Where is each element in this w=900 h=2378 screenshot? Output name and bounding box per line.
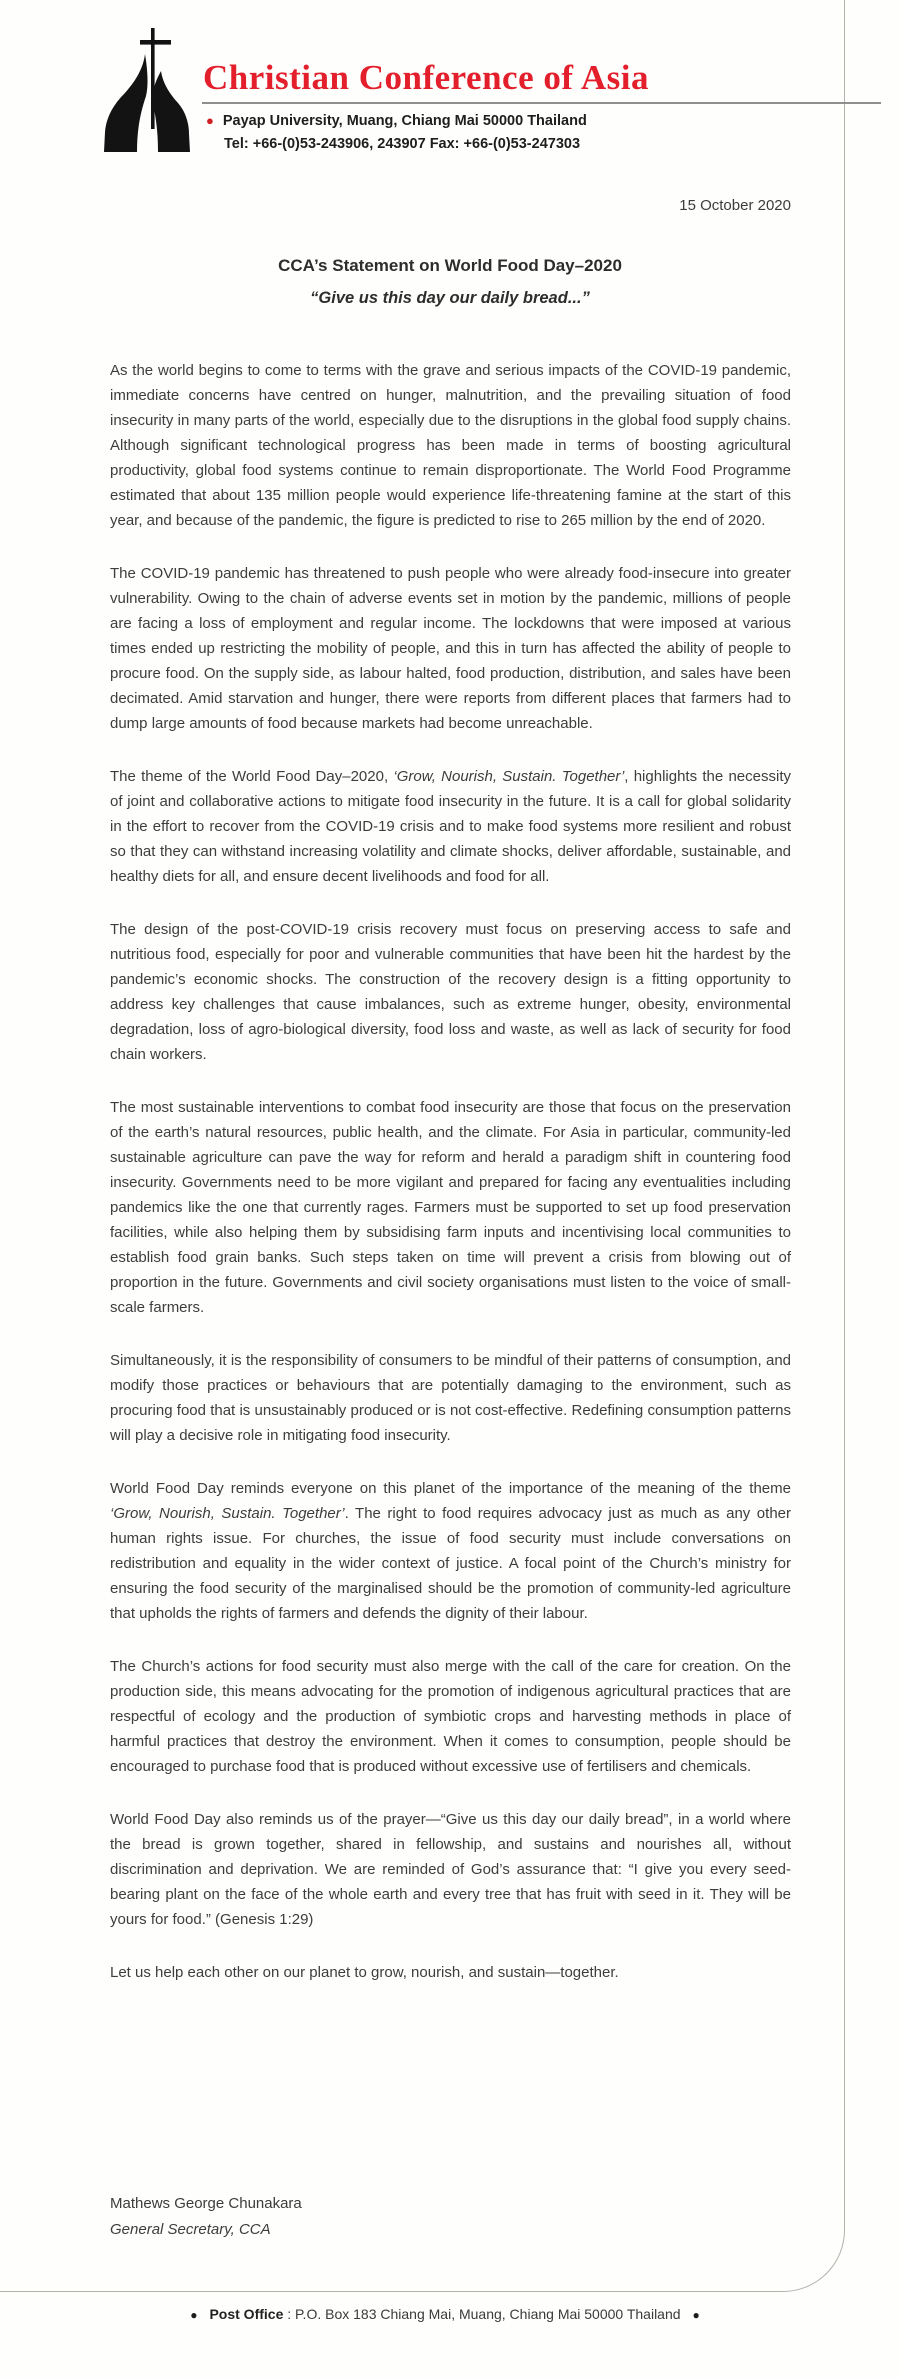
paragraph: World Food Day also reminds us of the prayer—“Give us this day our daily bread”, in a world where the bread is grown together, shared in fellowship, and sustains and nourishes all, without discrimination and deprivation. We are reminded of God’s assurance that: “I give you every seed-bearing plant on the face of the whole earth and every tree that has fruit with seed in it. They will be yours for food.” (Genesis 1:29) — [110, 1811, 791, 1928]
address-line-1-text: Payap University, Muang, Chiang Mai 50000 Thailand — [222, 113, 587, 129]
red-bullet-icon: ● — [206, 113, 214, 128]
footer-bullet-left-icon: ● — [190, 2308, 198, 2322]
address-line-1 — [206, 113, 587, 129]
signature-role: General Secretary, CCA — [110, 2221, 271, 2238]
paragraph: The Church’s actions for food security must also merge with the call of the care for creation. On the production side, this means advocating for the promotion of indigenous agricultural practices that are respectful of ecology and the production of symbiotic crops and harvesting methods in place of harmful practices that destroy the environment. When it comes to consumption, people should be encouraged to purchase food that is produced without excessive use of fertilisers and chemicals. — [110, 1658, 791, 1775]
paragraph: World Food Day reminds everyone on this planet of the importance of the meaning of the theme ‘Grow, Nourish, Sustain. Together’. The right to food requires advocacy just as much as any other human rights issue. For churches, the issue of food security must include conversations on redistribution and equality in the wider context of justice. A focal point of the Church’s ministry for ensuring the food security of the marginalised should be the promotion of community-led agriculture that upholds the rights of farmers and defends the dignity of their labour. — [110, 1480, 791, 1622]
statement-subtitle: “Give us this day our daily bread...” — [310, 289, 590, 307]
footer — [0, 2306, 890, 2322]
footer-bullet-right-icon: ● — [692, 2308, 700, 2322]
paragraph: Let us help each other on our planet to grow, nourish, and sustain—together. — [110, 1964, 619, 1981]
footer-label: Post Office — [209, 2306, 284, 2322]
signature-block — [110, 2191, 302, 2243]
org-name: Christian Conference of Asia — [203, 58, 649, 97]
footer-text: : P.O. Box 183 Chiang Mai, Muang, Chiang Mai 50000 Thailand — [283, 2306, 681, 2322]
paragraph: The COVID-19 pandemic has threatened to push people who were already food-insecure into greater vulnerability. Owing to the chain of adverse events set in motion by the pandemic, millions of people are facing a loss of employment and regular income. The lockdowns that were imposed at various times ended up restricting the mobility of people, and this in turn has affected the ability of people to procure food. On the supply side, as labour halted, food production, distribution, and sales have been decimated. Amid starvation and hunger, there were reports from different places that farmers had to dump large amounts of food because markets had become unreachable. — [110, 565, 791, 732]
paragraph: The design of the post-COVID-19 crisis recovery must focus on preserving access to safe and nutritious food, especially for poor and vulnerable communities that have been hit the hardest by the pandemic’s economic shocks. The construction of the recovery design is a fitting opportunity to address key challenges that cause imbalances, such as extreme hunger, obesity, environmental degradation, loss of agro-biological diversity, food loss and waste, as well as lack of security for food chain workers. — [110, 921, 791, 1063]
signature-name: Mathews George Chunakara — [110, 2195, 302, 2212]
date: 15 October 2020 — [679, 197, 791, 214]
header-rule — [202, 102, 881, 104]
paragraph: The theme of the World Food Day–2020, ‘Grow, Nourish, Sustain. Together’, highlights the necessity of joint and collaborative actions to mitigate food insecurity in the future. It is a call for global solidarity in the effort to recover from the COVID-19 crisis and to make food systems more resilient and robust so that they can withstand increasing volatility and climate shocks, deliver affordable, sustainable, and healthy diets for all, and ensure decent livelihoods and food for all. — [110, 768, 791, 885]
address-line-2: Tel: +66-(0)53-243906, 243907 Fax: +66-(0)53-247303 — [224, 136, 581, 152]
paragraph: The most sustainable interventions to combat food insecurity are those that focus on the preservation of the earth’s natural resources, public health, and the climate. For Asia in particular, community-led sustainable agriculture can pave the way for reform and herald a paradigm shift in countering food insecurity. Governments need to be more vigilant and prepared for facing any eventualities including pandemics like the one that currently rages. Farmers must be supported to set up food preservation facilities, while also helping them by subsidising farm inputs and incentivising local communities to establish food grain banks. Such steps taken on time will prevent a crisis from blowing out of proportion in the future. Governments and civil society organisations must listen to the voice of small-scale farmers. — [110, 1099, 791, 1316]
body-paragraphs — [110, 358, 791, 2013]
paragraph: Simultaneously, it is the responsibility of consumers to be mindful of their patterns of consumption, and modify those practices or behaviours that are potentially damaging to the environment, such as procuring food that is unsustainably produced or is not cost-effective. Redefining consumption patterns will play a decisive role in mitigating food insecurity. — [110, 1352, 791, 1444]
paragraph: As the world begins to come to terms with the grave and serious impacts of the COVID-19 pandemic, immediate concerns have centred on hunger, malnutrition, and the prevailing situation of food insecurity in many parts of the world, especially due to the disruptions in the global food supply chains. Although significant technological progress has been made in terms of boosting agricultural productivity, global food systems continue to remain disproportionate. The World Food Programme estimated that about 135 million people would experience life-threatening famine at the start of this year, and because of the pandemic, the figure is predicted to rise to 265 million by the end of 2020. — [110, 362, 791, 529]
statement-title: CCA’s Statement on World Food Day–2020 — [278, 256, 622, 275]
cca-logo-icon — [100, 26, 192, 154]
